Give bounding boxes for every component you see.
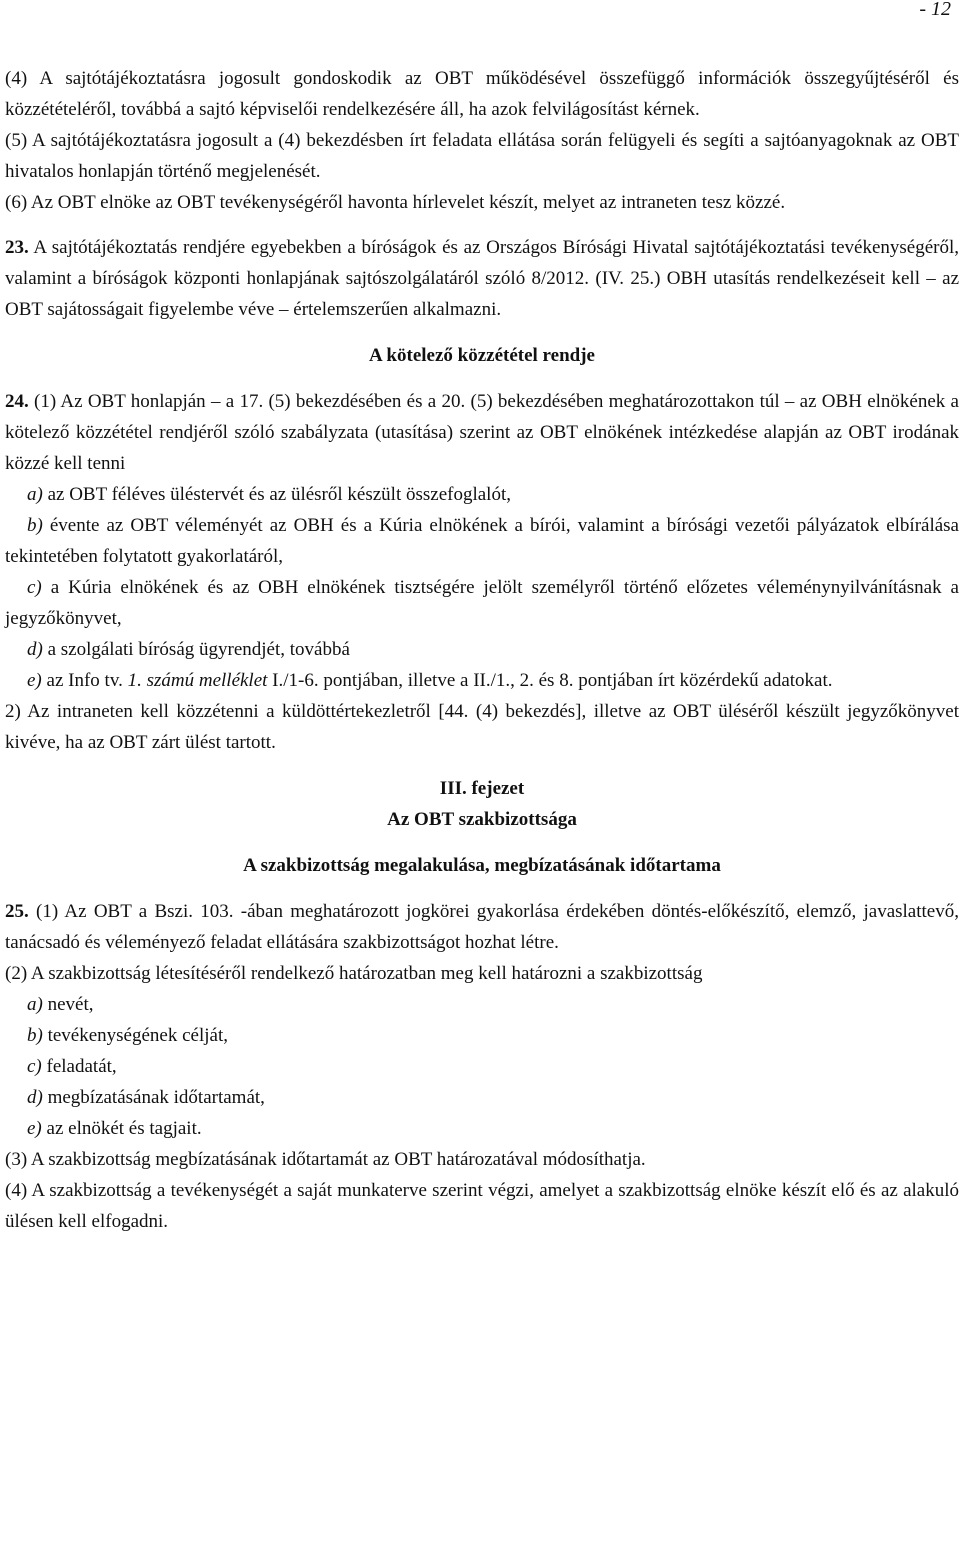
s25-item-b-label: b) [27, 1025, 43, 1046]
s25-item-c-label: c) [27, 1056, 42, 1077]
item-e-italic: 1. számú melléklet [127, 670, 268, 691]
section-24-intro [5, 386, 959, 479]
s25-item-d-text: megbízatásának időtartamát, [42, 1087, 265, 1108]
item-c-text: a Kúria elnökének és az OBH elnökének tisztségére jelölt személyről történő előzetes véleménynyilvánításnak a jegyzőkönyvet, [5, 577, 959, 629]
item-b-label: b) [27, 515, 43, 536]
s25-item-e-label: e) [27, 1118, 42, 1139]
chapter-title: Az OBT szakbizottsága [387, 809, 577, 830]
item-d-label: d) [27, 639, 43, 660]
section-23-number: 23. [5, 237, 29, 258]
s25-item-a-label: a) [27, 994, 43, 1015]
page-number: - 12 [919, 0, 951, 20]
chapter-number: III. fejezet [439, 778, 525, 799]
section-23-text: A sajtótájékoztatás rendjére egyebekben a bíróságok és az Országos Bírósági Hivatal sajtótájékoztatási tevékenységéről, valamint a bíróságok központi honlapjának sajtószolgálatáról szóló 8/2012. (IV. 25.) OBH utasítás rendelkezéseit kell – az OBT sajátosságait figyelembe véve – értelemszerűen alkalmazni. [5, 237, 959, 320]
item-d-text: a szolgálati bíróság ügyrendjét, továbbá [42, 639, 350, 660]
s25-item-d-label: d) [27, 1087, 43, 1108]
section-24-number: 24. [5, 391, 29, 412]
section-25-paragraph-1 [5, 896, 959, 958]
section-24-item-d [5, 634, 959, 665]
heading-kotelezo-kozzetetel: A kötelező közzététel rendje [369, 345, 595, 366]
paragraph-22-5: (5) A sajtótájékoztatásra jogosult a (4) bekezdésben írt feladata ellátása során felügyeli és segíti a sajtóanyagoknak az OBT hivatalos honlapján történő megjelenését. [5, 130, 959, 182]
section-23 [5, 232, 959, 325]
heading-szakbizottsag: A szakbizottság megalakulása, megbízatásának időtartama [243, 855, 721, 876]
item-e-text-1: az Info tv. [41, 670, 128, 691]
section-24-intro-text: (1) Az OBT honlapján – a 17. (5) bekezdésében és a 20. (5) bekezdésében meghatározottakon túl – az OBH elnökének a kötelező közzététel rendjéről szóló szabályzata (utasítása) szerint az OBT elnökének intézkedése alapján az OBT irodának közzé kell tenni [5, 391, 959, 474]
section-25-paragraph-3: (3) A szakbizottság megbízatásának időtartamát az OBT határozatával módosíthatja. [5, 1149, 646, 1170]
s25-item-c-text: feladatát, [41, 1056, 117, 1077]
section-25-paragraph-4: (4) A szakbizottság a tevékenységét a saját munkaterve szerint végzi, amelyet a szakbizottság elnöke készít elő és az alakuló ülésen kell elfogadni. [5, 1180, 959, 1232]
section-25-item-c [5, 1051, 959, 1082]
item-a-label: a) [27, 484, 43, 505]
section-25-item-d [5, 1082, 959, 1113]
section-25-number: 25. [5, 901, 29, 922]
section-24-item-e [5, 665, 959, 696]
section-25-paragraph-2: (2) A szakbizottság létesítéséről rendelkező határozatban meg kell határozni a szakbizottság [5, 963, 703, 984]
item-e-text-2: I./1-6. pontjában, illetve a II./1., 2. és 8. pontjában írt közérdekű adatokat. [267, 670, 833, 691]
section-24-item-b [5, 510, 959, 572]
section-25-item-e [5, 1113, 959, 1144]
section-24-item-a [5, 479, 959, 510]
s25-item-a-text: nevét, [42, 994, 94, 1015]
section-25-item-a [5, 989, 959, 1020]
section-25-item-b [5, 1020, 959, 1051]
s25-item-b-text: tevékenységének célját, [42, 1025, 228, 1046]
section-25-p1-text: (1) Az OBT a Bszi. 103. -ában meghatározott jogkörei gyakorlása érdekében döntés-előkészítő, elemző, javaslattevő, tanácsadó és véleményező feladat ellátására szakbizottságot hozhat létre. [5, 901, 959, 953]
s25-item-e-text: az elnökét és tagjait. [41, 1118, 202, 1139]
item-a-text: az OBT féléves üléstervét és az ülésről készült összefoglalót, [42, 484, 511, 505]
paragraph-22-4: (4) A sajtótájékoztatásra jogosult gondoskodik az OBT működésével összefüggő információk összegyűjtéséről és közzétételéről, továbbá a sajtó képviselői rendelkezésére áll, ha azok felvilágosítást kérnek. [5, 68, 959, 120]
item-c-label: c) [27, 577, 42, 598]
item-b-text: évente az OBT véleményét az OBH és a Kúria elnökének a bírói, valamint a bírósági vezetői pályázatok elbírálása tekintetében folytatott gyakorlatáról, [5, 515, 959, 567]
paragraph-22-6: (6) Az OBT elnöke az OBT tevékenységéről havonta hírlevelet készít, melyet az intraneten tesz közzé. [5, 192, 786, 213]
document-page [5, 0, 959, 1237]
section-24-item-c [5, 572, 959, 634]
item-e-label: e) [27, 670, 42, 691]
section-24-paragraph-2: 2) Az intraneten kell közzétenni a küldöttértekezletről [44. (4) bekezdés], illetve az OBT üléséről készült jegyzőkönyvet kivéve, ha az OBT zárt ülést tartott. [5, 701, 959, 753]
